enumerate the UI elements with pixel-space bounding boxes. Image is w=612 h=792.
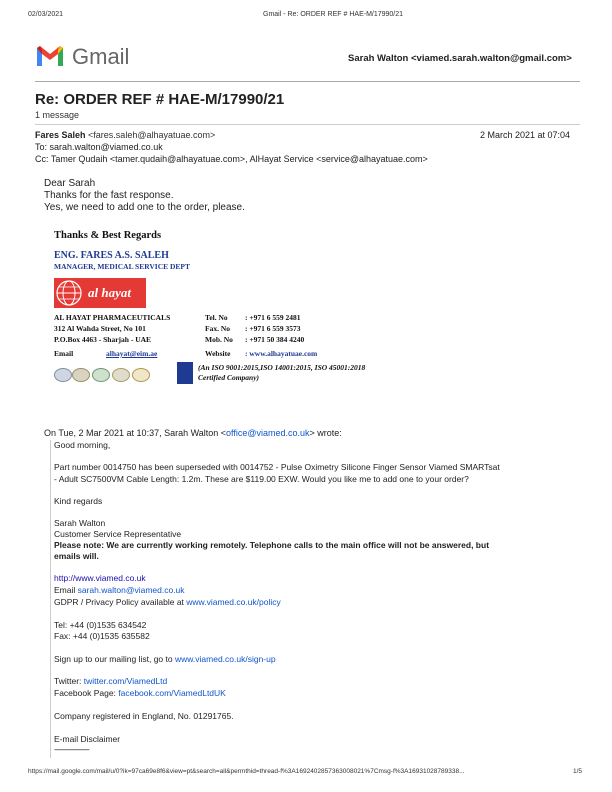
quote-email-label: Email (54, 585, 78, 595)
quote-tel: Tel: +44 (0)1535 634542 (54, 620, 147, 630)
quote-gdpr-prefix: GDPR / Privacy Policy available at (54, 597, 187, 607)
iso-badge-icon (92, 368, 110, 382)
quote-email-line (54, 585, 185, 595)
mob-value: : +971 50 384 4240 (245, 335, 305, 344)
iso-text-line2: Certified Company) (198, 373, 260, 382)
fax-value: : +971 6 559 3573 (245, 324, 301, 333)
quote-para-line: Part number 0014750 has been superseded with 0014752 - Pulse Oximetry Silicone Finger Sensor Viamed SMARTsat (54, 462, 500, 472)
quote-note-line: emails will. (54, 551, 99, 561)
quote-note-line: Please note: We are currently working remotely. Telephone calls to the main office will not be answered, but (54, 540, 490, 550)
quote-signup-line (54, 654, 276, 664)
quote-sender-title: Customer Service Representative (54, 529, 182, 539)
quote-email-link[interactable]: sarah.walton@viamed.co.uk (77, 585, 185, 595)
message-to: To: sarah.walton@viamed.co.uk (35, 142, 163, 152)
quote-bar (50, 440, 51, 758)
quote-intro-prefix: On Tue, 2 Mar 2021 at 10:37, Sarah Walton < (44, 428, 227, 438)
tel-label: Tel. No (205, 313, 228, 322)
body-line: Thanks for the fast response. (44, 190, 174, 201)
quote-disclaimer: E-mail Disclaimer (54, 734, 121, 744)
subject-divider (35, 124, 580, 125)
mob-label: Mob. No (205, 335, 233, 344)
print-footer-page: 1/5 (573, 768, 583, 775)
quote-gdpr-line (54, 597, 281, 607)
quote-twitter-prefix: Twitter: (54, 676, 84, 686)
quote-signup-prefix: Sign up to our mailing list, go to (54, 654, 175, 664)
signature-position: MANAGER, MEDICAL SERVICE DEPT (54, 262, 190, 271)
website-value[interactable]: : www.alhayatuae.com (245, 349, 318, 358)
message-from (35, 130, 215, 140)
quote-facebook-link[interactable]: facebook.com/ViamedLtdUK (118, 688, 226, 698)
quote-disclaimer-rule: ------------------- (54, 744, 89, 754)
fax-label: Fax. No (205, 324, 230, 333)
quote-intro-email[interactable]: office@viamed.co.uk (226, 428, 310, 438)
gmail-logo-icon (35, 44, 65, 68)
print-title: Gmail - Re: ORDER REF # HAE-M/17990/21 (263, 11, 404, 18)
quote-twitter-line (54, 676, 167, 686)
quote-sender-name: Sarah Walton (54, 518, 106, 528)
message-date: 2 March 2021 at 07:04 (480, 130, 571, 140)
quote-twitter-link[interactable]: twitter.com/ViamedLtd (83, 676, 168, 686)
body-line: Yes, we need to add one to the order, please. (44, 202, 245, 213)
signature-regards: Thanks & Best Regards (54, 230, 162, 241)
quote-website-link[interactable]: http://www.viamed.co.uk (54, 573, 146, 583)
signature-name: ENG. FARES A.S. SALEH (54, 250, 169, 261)
thread-subject: Re: ORDER REF # HAE-M/17990/21 (35, 91, 285, 108)
quote-company-reg: Company registered in England, No. 01291765. (54, 711, 234, 721)
company-street: 312 Al Wahda Street, No 101 (54, 324, 146, 333)
iso-badge-icon (132, 368, 150, 382)
iso-badge-icon (54, 368, 72, 382)
quote-fax: Fax: +44 (0)1535 635582 (54, 631, 150, 641)
print-footer-url: https://mail.google.com/mail/u/0?ik=97ca69e8f6&view=pt&search=all&permthid=thread-f%3A1692402857363008021%7Cmsg-f%3A16931028789338... (28, 768, 465, 775)
globe-icon (54, 278, 84, 308)
quote-facebook-line (54, 688, 226, 698)
quote-intro (44, 428, 342, 438)
company-email-label: Email (54, 349, 74, 358)
company-name: AL HAYAT PHARMACEUTICALS (54, 313, 171, 322)
message-count: 1 message (35, 110, 80, 120)
sender-name: Fares Saleh (35, 130, 86, 140)
header-divider (35, 81, 580, 82)
company-pobox: P.O.Box 4463 - Sharjah - UAE (54, 335, 152, 344)
gmail-logo-text: Gmail (72, 44, 130, 69)
quote-greeting: Good morning, (54, 440, 111, 450)
print-date: 02/03/2021 (28, 11, 64, 18)
company-email[interactable]: alhayat@eim.ae (106, 349, 158, 358)
al-hayat-logo (54, 278, 146, 308)
iso-badge-icon (72, 368, 90, 382)
quote-kind-regards: Kind regards (54, 496, 103, 506)
quote-para-line: - Adult SC7500VM Cable Length: 1.2m. These are $119.00 EXW. Would you like me to add one to your order? (54, 474, 469, 484)
account-email: Sarah Walton <viamed.sarah.walton@gmail.com> (348, 53, 572, 64)
message-cc: Cc: Tamer Qudaih <tamer.qudaih@alhayatuae.com>, AlHayat Service <service@alhayatuae.com> (35, 154, 428, 164)
iso-badge-icon (112, 368, 130, 382)
certification-mark-icon (177, 362, 193, 384)
iso-text-line1: (An ISO 9001:2015,ISO 14001:2015, ISO 45001:2018 (198, 363, 366, 372)
tel-value: : +971 6 559 2481 (245, 313, 301, 322)
website-label: Website (205, 349, 231, 358)
quote-signup-link[interactable]: www.viamed.co.uk/sign-up (174, 654, 276, 664)
quote-facebook-prefix: Facebook Page: (54, 688, 119, 698)
quote-intro-suffix: > wrote: (309, 428, 342, 438)
body-line: Dear Sarah (44, 178, 96, 189)
al-hayat-logo-text: al hayat (88, 285, 131, 300)
quote-gdpr-link[interactable]: www.viamed.co.uk/policy (186, 597, 281, 607)
sender-email[interactable]: <fares.saleh@alhayatuae.com> (88, 130, 216, 140)
